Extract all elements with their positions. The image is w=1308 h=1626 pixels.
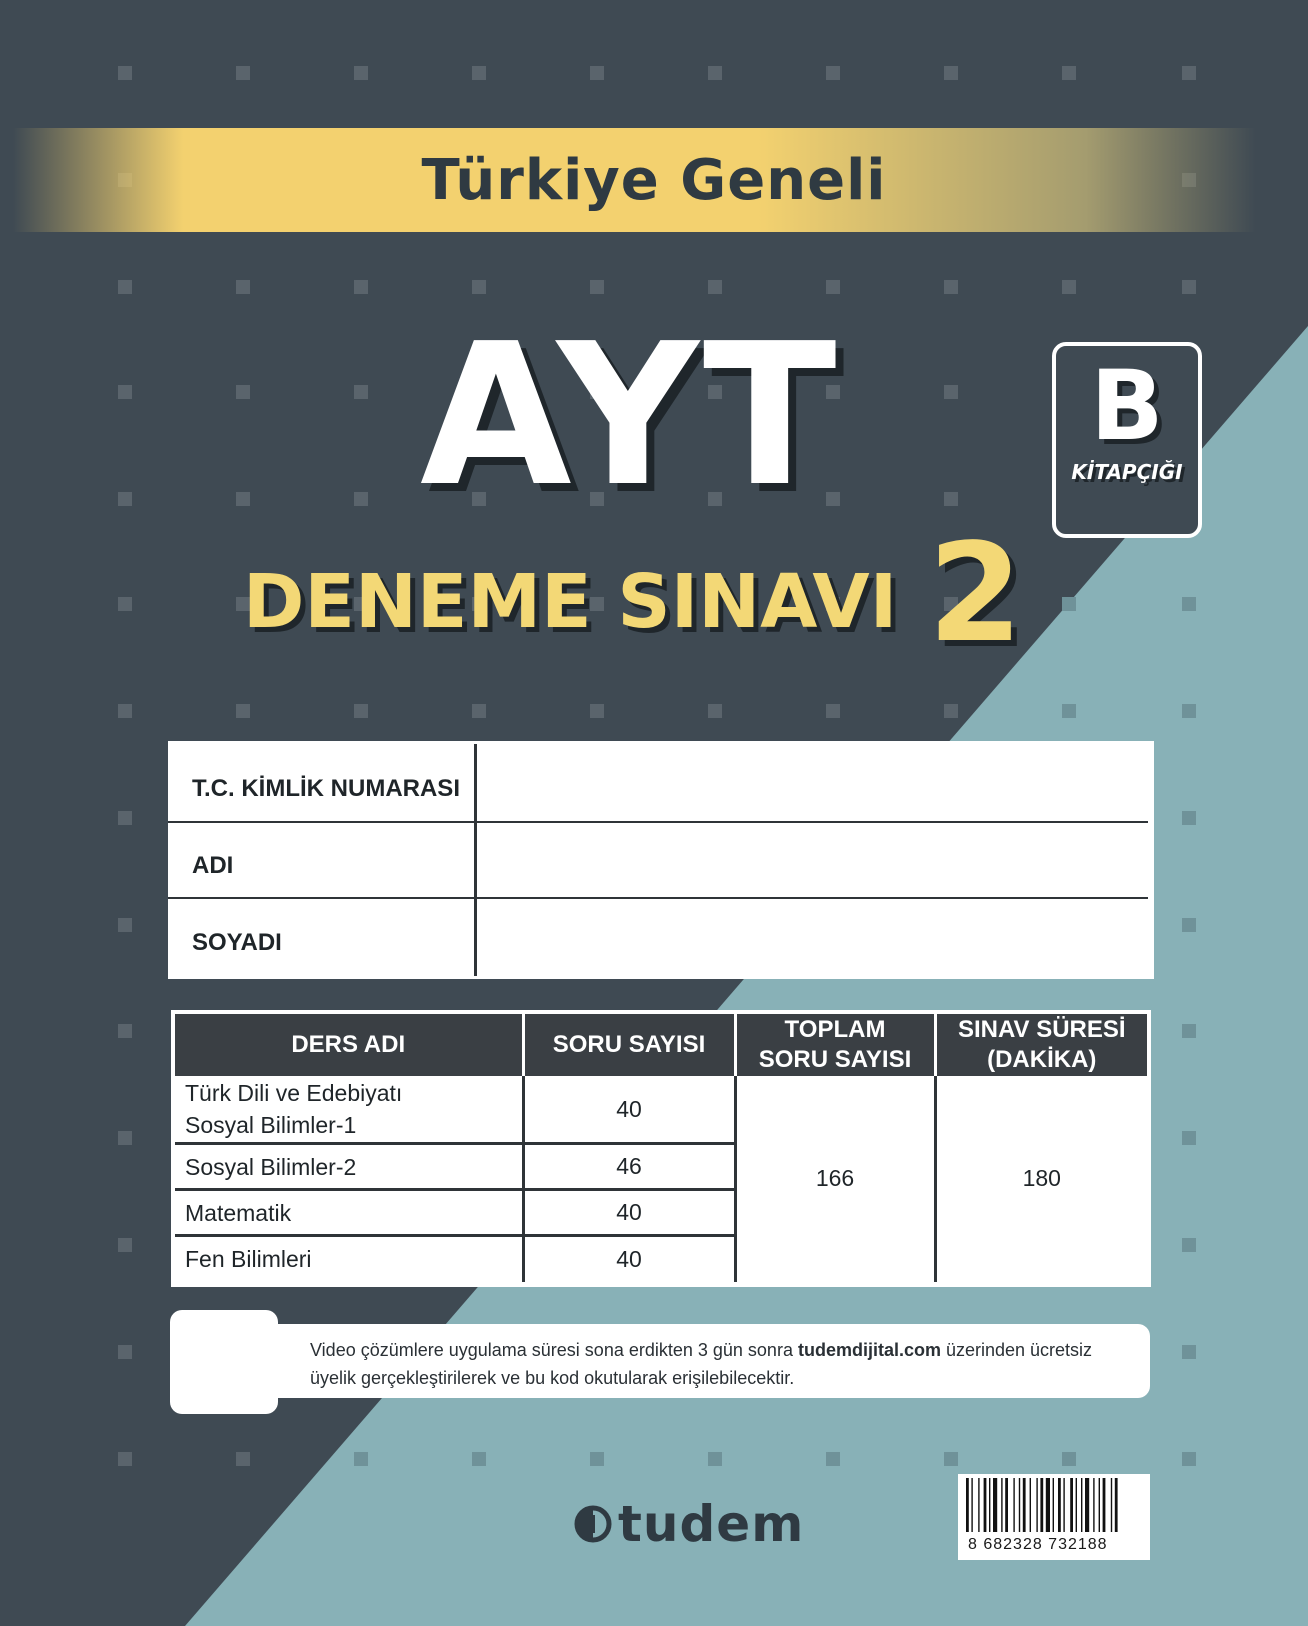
header-total-line2: SORU SAYISI bbox=[758, 1046, 912, 1073]
barcode-bar bbox=[1040, 1478, 1043, 1532]
barcode-bar bbox=[1030, 1478, 1031, 1532]
grid-dot bbox=[708, 1452, 722, 1466]
form-divider bbox=[474, 744, 477, 976]
grid-dot bbox=[118, 704, 132, 718]
barcode-bar bbox=[1099, 1478, 1100, 1532]
banner-title: Türkiye Geneli bbox=[421, 147, 887, 213]
course-name: Sosyal Bilimler-1 bbox=[185, 1112, 357, 1138]
grid-dot bbox=[118, 1452, 132, 1466]
grid-dot bbox=[118, 1345, 132, 1359]
exam-duration: 180 bbox=[1022, 1165, 1061, 1192]
table-row bbox=[175, 1076, 1147, 1144]
grid-dot bbox=[354, 385, 368, 399]
barcode-bar bbox=[978, 1478, 979, 1532]
course-name: Matematik bbox=[175, 1190, 523, 1236]
grid-dot bbox=[1062, 280, 1076, 294]
grid-dot bbox=[708, 66, 722, 80]
grid-dot bbox=[472, 66, 486, 80]
grid-dot bbox=[944, 280, 958, 294]
grid-dot bbox=[118, 385, 132, 399]
grid-dot bbox=[472, 280, 486, 294]
grid-dot bbox=[1182, 66, 1196, 80]
grid-dot bbox=[1182, 811, 1196, 825]
grid-dot bbox=[472, 1452, 486, 1466]
barcode-bars bbox=[958, 1474, 1150, 1536]
grid-dot bbox=[118, 1131, 132, 1145]
barcode-bar bbox=[989, 1478, 990, 1532]
grid-dot bbox=[1062, 66, 1076, 80]
header-duration-line2: (DAKİKA) bbox=[987, 1046, 1097, 1073]
grid-dot bbox=[826, 1452, 840, 1466]
barcode-bar bbox=[1081, 1478, 1082, 1532]
barcode-bar bbox=[1053, 1478, 1054, 1532]
barcode-bar bbox=[971, 1478, 972, 1532]
barcode-bar bbox=[1019, 1478, 1020, 1532]
info-text-end: üzerinden ücretsiz üyelik gerçekleştirilerek ve bu kod okutularak erişilebilecektir. bbox=[310, 1340, 1093, 1388]
barcode-bar bbox=[1093, 1478, 1094, 1532]
question-count: 40 bbox=[523, 1190, 735, 1236]
grid-dot bbox=[590, 1452, 604, 1466]
grid-dot bbox=[354, 492, 368, 506]
grid-dot bbox=[236, 280, 250, 294]
grid-dot bbox=[236, 385, 250, 399]
grid-dot bbox=[1182, 597, 1196, 611]
info-link[interactable]: tudemdijital.com bbox=[797, 1340, 941, 1360]
grid-dot bbox=[118, 1238, 132, 1252]
barcode-bar bbox=[1085, 1478, 1089, 1532]
question-count: 40 bbox=[523, 1076, 735, 1144]
grid-dot bbox=[1182, 280, 1196, 294]
barcode-bar bbox=[1070, 1478, 1073, 1532]
header-total-line1: TOPLAM bbox=[784, 1016, 886, 1043]
grid-dot bbox=[590, 66, 604, 80]
grid-dot bbox=[1182, 1452, 1196, 1466]
header-course: DERS ADI bbox=[175, 1014, 523, 1076]
grid-dot bbox=[1062, 1452, 1076, 1466]
grid-dot bbox=[354, 704, 368, 718]
grid-dot bbox=[118, 918, 132, 932]
form-row-line bbox=[168, 821, 1148, 823]
barcode bbox=[958, 1474, 1150, 1560]
grid-dot bbox=[944, 66, 958, 80]
barcode-bar bbox=[984, 1478, 987, 1532]
grid-dot bbox=[354, 1452, 368, 1466]
booklet-label: KİTAPÇIĞI bbox=[1071, 460, 1183, 484]
barcode-number: 8 682328 732188 bbox=[968, 1536, 1108, 1553]
brand-name: tudem bbox=[618, 1495, 805, 1553]
barcode-bar bbox=[1063, 1478, 1064, 1532]
question-count: 46 bbox=[523, 1144, 735, 1190]
grid-dot bbox=[118, 66, 132, 80]
header-duration bbox=[935, 1014, 1147, 1076]
grid-dot bbox=[118, 597, 132, 611]
course-name: Türk Dili ve Edebiyatı bbox=[185, 1080, 403, 1106]
barcode-bar bbox=[993, 1478, 997, 1532]
identity-form bbox=[168, 741, 1154, 979]
exam-title: AYT bbox=[420, 302, 841, 530]
grid-dot bbox=[590, 280, 604, 294]
barcode-bar bbox=[1076, 1478, 1077, 1532]
barcode-bar bbox=[1023, 1478, 1026, 1532]
exam-subtitle: DENEME SINAVI bbox=[243, 559, 898, 645]
grid-dot bbox=[708, 704, 722, 718]
total-question-count: 166 bbox=[735, 1076, 935, 1282]
grid-dot bbox=[472, 704, 486, 718]
barcode-bar bbox=[1058, 1478, 1061, 1532]
grid-dot bbox=[1182, 1345, 1196, 1359]
surname-label: SOYADI bbox=[192, 929, 282, 956]
grid-dot bbox=[708, 280, 722, 294]
exam-table bbox=[171, 1010, 1151, 1287]
name-label: ADI bbox=[192, 852, 234, 879]
booklet-letter: B bbox=[1090, 350, 1164, 462]
qr-code-area bbox=[170, 1310, 278, 1414]
course-cell bbox=[175, 1076, 523, 1144]
grid-dot bbox=[354, 66, 368, 80]
header-count: SORU SAYISI bbox=[523, 1014, 735, 1076]
grid-dot bbox=[1182, 704, 1196, 718]
grid-dot bbox=[118, 811, 132, 825]
barcode-bar bbox=[1115, 1478, 1118, 1532]
grid-dot bbox=[944, 385, 958, 399]
grid-dot bbox=[118, 1024, 132, 1038]
grid-dot bbox=[1062, 597, 1076, 611]
grid-dot bbox=[944, 704, 958, 718]
header-duration-line1: SINAV SÜRESİ bbox=[957, 1016, 1126, 1043]
barcode-bar bbox=[1111, 1478, 1112, 1532]
grid-dot bbox=[1182, 1024, 1196, 1038]
booklet-badge bbox=[1052, 342, 1202, 538]
course-name: Sosyal Bilimler-2 bbox=[175, 1144, 523, 1190]
grid-dot bbox=[118, 280, 132, 294]
grid-dot bbox=[590, 704, 604, 718]
barcode-bar bbox=[1103, 1478, 1106, 1532]
grid-dot bbox=[826, 704, 840, 718]
form-row-line bbox=[168, 897, 1148, 899]
course-name: Fen Bilimleri bbox=[175, 1236, 523, 1282]
grid-dot bbox=[236, 66, 250, 80]
grid-dot bbox=[354, 280, 368, 294]
barcode-bar bbox=[966, 1478, 969, 1532]
grid-dot bbox=[826, 280, 840, 294]
grid-dot bbox=[236, 492, 250, 506]
barcode-bar bbox=[1001, 1478, 1002, 1532]
tc-id-label: T.C. KİMLİK NUMARASI bbox=[192, 775, 460, 802]
header-total bbox=[735, 1014, 935, 1076]
info-text-start: Video çözümlere uygulama süresi sona erdikten 3 gün sonra bbox=[310, 1340, 798, 1360]
grid-dot bbox=[236, 1452, 250, 1466]
grid-dot bbox=[1182, 918, 1196, 932]
grid-dot bbox=[1182, 1238, 1196, 1252]
brand-logo bbox=[574, 1495, 804, 1553]
question-count: 40 bbox=[523, 1236, 735, 1282]
info-text bbox=[310, 1336, 1130, 1392]
barcode-bar bbox=[1036, 1478, 1037, 1532]
grid-dot bbox=[236, 704, 250, 718]
barcode-bar bbox=[1046, 1478, 1050, 1532]
barcode-bar bbox=[1005, 1478, 1008, 1532]
barcode-bar bbox=[1013, 1478, 1014, 1532]
tudem-logo-icon bbox=[574, 1505, 612, 1543]
exam-number: 2 bbox=[928, 515, 1023, 673]
grid-dot bbox=[1062, 704, 1076, 718]
grid-dot bbox=[944, 1452, 958, 1466]
grid-dot bbox=[1182, 1131, 1196, 1145]
grid-dot bbox=[944, 492, 958, 506]
grid-dot bbox=[826, 66, 840, 80]
banner bbox=[0, 128, 1308, 232]
grid-dot bbox=[118, 492, 132, 506]
